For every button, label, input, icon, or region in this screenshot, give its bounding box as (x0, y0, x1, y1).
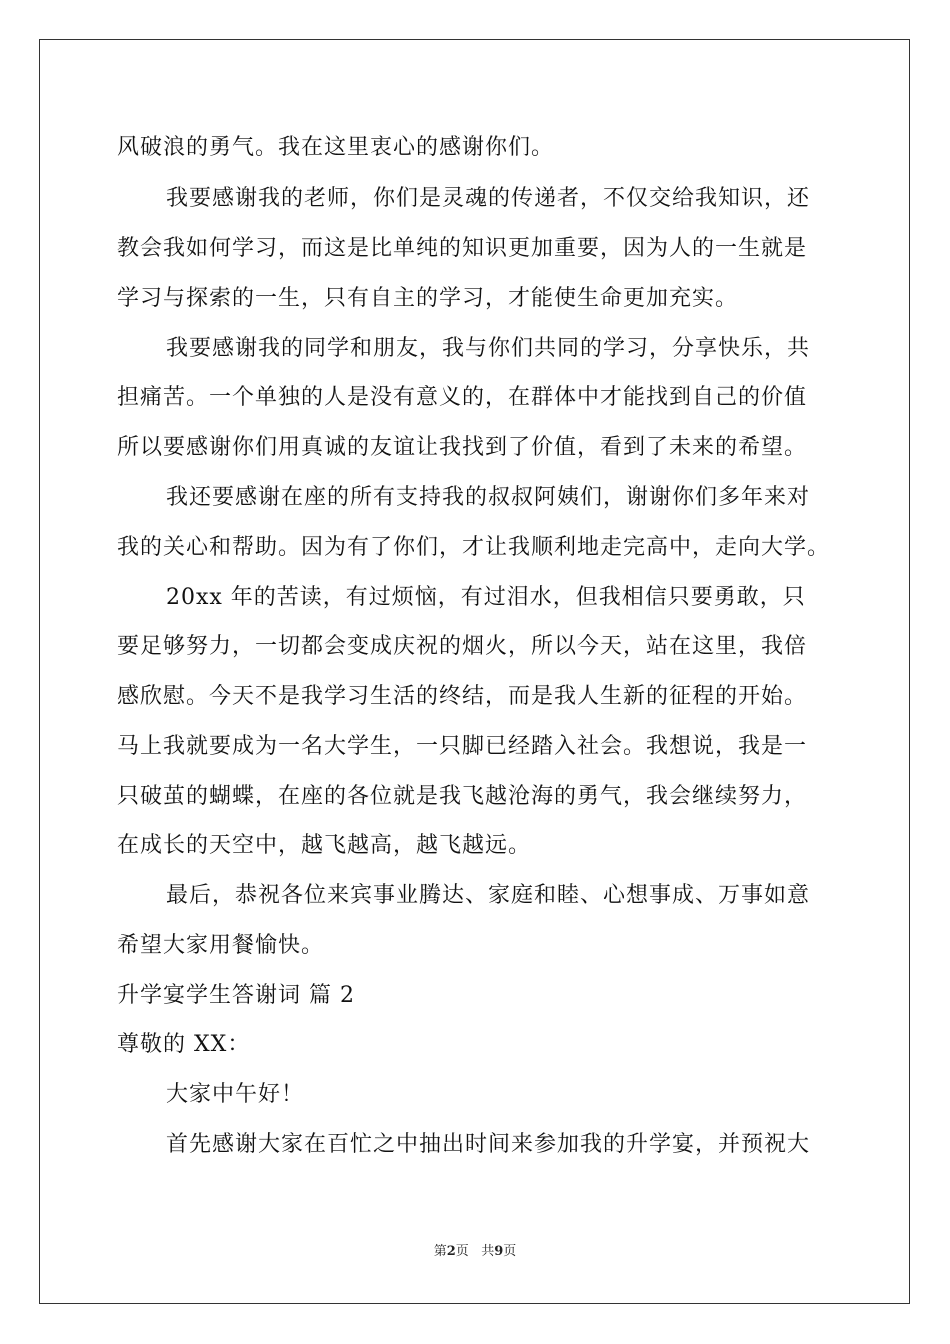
body-line: 要足够努力，一切都会变成庆祝的烟火，所以今天，站在这里，我倍 (117, 634, 808, 659)
body-line: 感欣慰。今天不是我学习生活的终结，而是我人生新的征程的开始。 (117, 684, 808, 709)
body-line: 20xx 年的苦读，有过烦恼，有过泪水，但我相信只要勇敢，只 (166, 585, 806, 610)
page-suffix: 页 (455, 1244, 469, 1259)
body-line: 担痛苦。一个单独的人是没有意义的，在群体中才能找到自己的价值 (117, 385, 808, 410)
body-line: 最后，恭祝各位来宾事业腾达、家庭和睦、心想事成、万事如意 (166, 883, 811, 908)
body-line: 我要感谢我的同学和朋友，我与你们共同的学习，分享快乐，共 (166, 336, 811, 361)
body-line: 在成长的天空中，越飞越高，越飞越远。 (117, 833, 532, 858)
total-prefix: 共 (481, 1244, 495, 1259)
salutation: 尊敬的 XX： (117, 1032, 251, 1057)
body-line: 只破茧的蝴蝶，在座的各位就是我飞越沧海的勇气，我会继续努力， (117, 784, 808, 809)
section-heading: 升学宴学生答谢词 篇 2 (117, 983, 355, 1008)
body-line: 我的关心和帮助。因为有了你们，才让我顺利地走完高中，走向大学。 (117, 535, 831, 560)
body-line: 所以要感谢你们用真诚的友谊让我找到了价值，看到了未来的希望。 (117, 435, 808, 460)
body-line: 首先感谢大家在百忙之中抽出时间来参加我的升学宴，并预祝大 (166, 1132, 811, 1157)
body-line: 风破浪的勇气。我在这里衷心的感谢你们。 (117, 135, 555, 160)
body-line: 希望大家用餐愉快。 (117, 933, 325, 958)
body-line: 教会我如何学习，而这是比单纯的知识更加重要，因为人的一生就是 (117, 236, 808, 261)
total-suffix: 页 (503, 1244, 517, 1259)
greeting: 大家中午好！ (166, 1082, 305, 1107)
body-line: 马上我就要成为一名大学生，一只脚已经踏入社会。我想说，我是一 (117, 734, 808, 759)
page-border (39, 39, 910, 1304)
page-prefix: 第 (433, 1244, 447, 1259)
total-pages: 9 (494, 1244, 504, 1259)
page-footer (0, 1244, 950, 1260)
body-line: 我还要感谢在座的所有支持我的叔叔阿姨们，谢谢你们多年来对 (166, 485, 811, 510)
body-line: 我要感谢我的老师，你们是灵魂的传递者，不仅交给我知识，还 (166, 186, 811, 211)
page-number: 2 (446, 1244, 456, 1259)
body-line: 学习与探索的一生，只有自主的学习，才能使生命更加充实。 (117, 286, 739, 311)
